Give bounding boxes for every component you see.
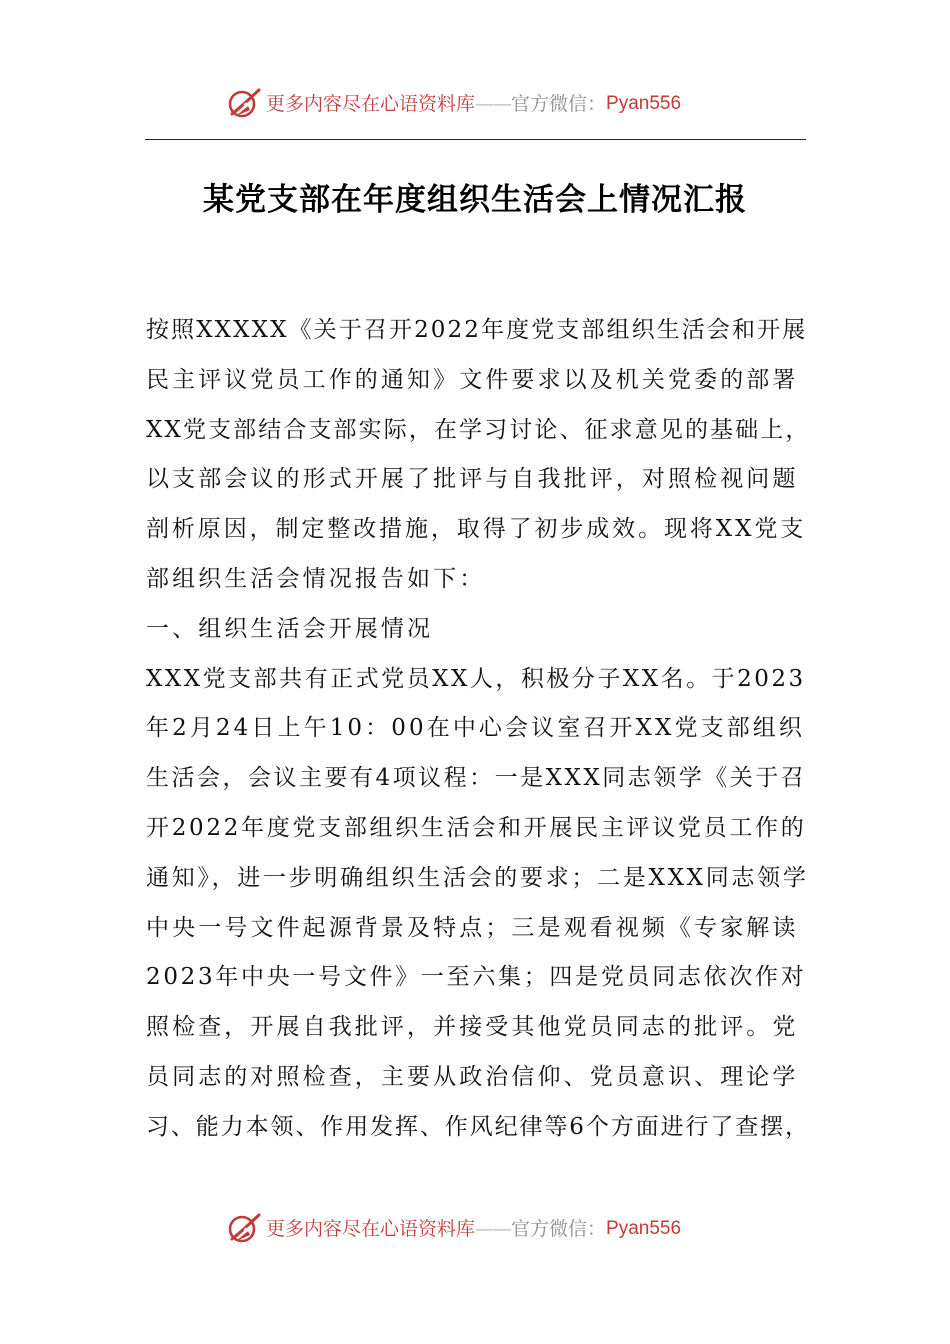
body-line: 开2022年度党支部组织生活会和开展民主评议党员工作的 (146, 814, 807, 841)
section-heading: 一、组织生活会开展情况 (146, 615, 434, 642)
watermark-dash: —— (475, 1218, 512, 1240)
header-divider (145, 139, 806, 140)
page-title: 某党支部在年度组织生活会上情况汇报 (203, 182, 747, 218)
body-line: 民主评议党员工作的通知》文件要求以及机关党委的部署 (146, 366, 799, 393)
body-line: XX党支部结合支部实际，在学习讨论、征求意见的基础上， (146, 416, 811, 443)
watermark-account: Pyan556 (606, 93, 682, 114)
body-line: 剖析原因，制定整改措施，取得了初步成效。现将XX党支 (146, 516, 807, 543)
body-line: 照检查，开展自我批评，并接受其他党员同志的批评。党 (146, 1014, 799, 1041)
body-line: 以支部会议的形式开展了批评与自我批评，对照检视问题 (146, 466, 799, 493)
watermark-label: 官方微信： (511, 93, 607, 115)
pen-nib-logo-icon (226, 86, 262, 122)
document-body (146, 306, 810, 1153)
body-line: 部组织生活会情况报告如下： (146, 565, 486, 592)
watermark-dash: —— (475, 93, 512, 115)
watermark-site-text: 更多内容尽在心语资料库 (266, 93, 476, 115)
pen-nib-logo-icon (226, 1211, 262, 1247)
body-line: 中央一号文件起源背景及特点；三是观看视频《专家解读 (146, 914, 799, 941)
body-line: 通知》，进一步明确组织生活会的要求；二是XXX同志领学 (146, 864, 809, 891)
body-line: 年2月24日上午10：00在中心会议室召开XX党支部组织 (146, 715, 805, 742)
body-line: 习、能力本领、作用发挥、作风纪律等6个方面进行了查摆， (146, 1113, 810, 1140)
watermark-account: Pyan556 (606, 1218, 682, 1239)
body-line: XXX党支部共有正式党员XX人，积极分子XX名。于2023 (146, 665, 806, 692)
body-line: 生活会，会议主要有4项议程：一是XXX同志领学《关于召 (146, 765, 807, 792)
header-watermark (226, 86, 681, 122)
body-line: 2023年中央一号文件》一至六集；四是党员同志依次作对 (146, 964, 807, 991)
footer-watermark (226, 1211, 681, 1247)
watermark-label: 官方微信： (511, 1218, 607, 1240)
body-line: 按照XXXXX《关于召开2022年度党支部组织生活会和开展 (146, 317, 808, 343)
watermark-site-text: 更多内容尽在心语资料库 (266, 1218, 476, 1240)
body-line: 员同志的对照检查，主要从政治信仰、党员意识、理论学 (146, 1063, 799, 1090)
